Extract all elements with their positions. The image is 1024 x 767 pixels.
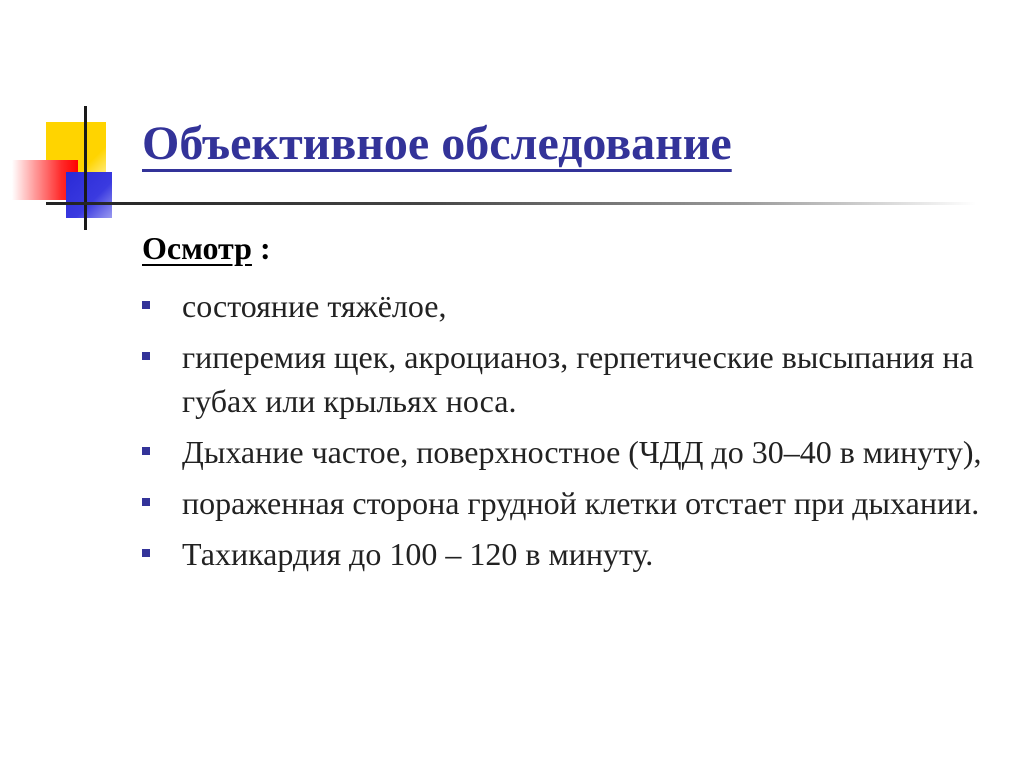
bullet-list (142, 284, 1002, 583)
list-item (142, 284, 1002, 328)
list-item-text: состояние тяжёлое, (182, 288, 447, 324)
list-item (142, 430, 1002, 474)
square-bullet-icon (142, 352, 150, 360)
list-item-text: пораженная сторона грудной клетки отстает при дыхании. (182, 485, 980, 521)
square-bullet-icon (142, 498, 150, 506)
section-heading-text: Осмотр (142, 230, 252, 266)
decorative-blue-square (66, 172, 112, 218)
title-divider-line (46, 202, 976, 205)
slide-title: Объективное обследование (142, 117, 732, 170)
square-bullet-icon (142, 301, 150, 309)
list-item (142, 481, 1002, 525)
section-heading-colon: : (251, 230, 271, 266)
list-item (142, 532, 1002, 576)
list-item (142, 335, 1002, 423)
list-item-text: гиперемия щек, акроцианоз, герпетические высыпания на губах или крыльях носа. (182, 339, 974, 419)
section-heading (142, 230, 271, 267)
square-bullet-icon (142, 549, 150, 557)
square-bullet-icon (142, 447, 150, 455)
list-item-text: Дыхание частое, поверхностное (ЧДД до 30–40 в минуту), (182, 434, 982, 470)
list-item-text: Тахикардия до 100 – 120 в минуту. (182, 536, 654, 572)
decorative-vertical-line (84, 106, 87, 230)
